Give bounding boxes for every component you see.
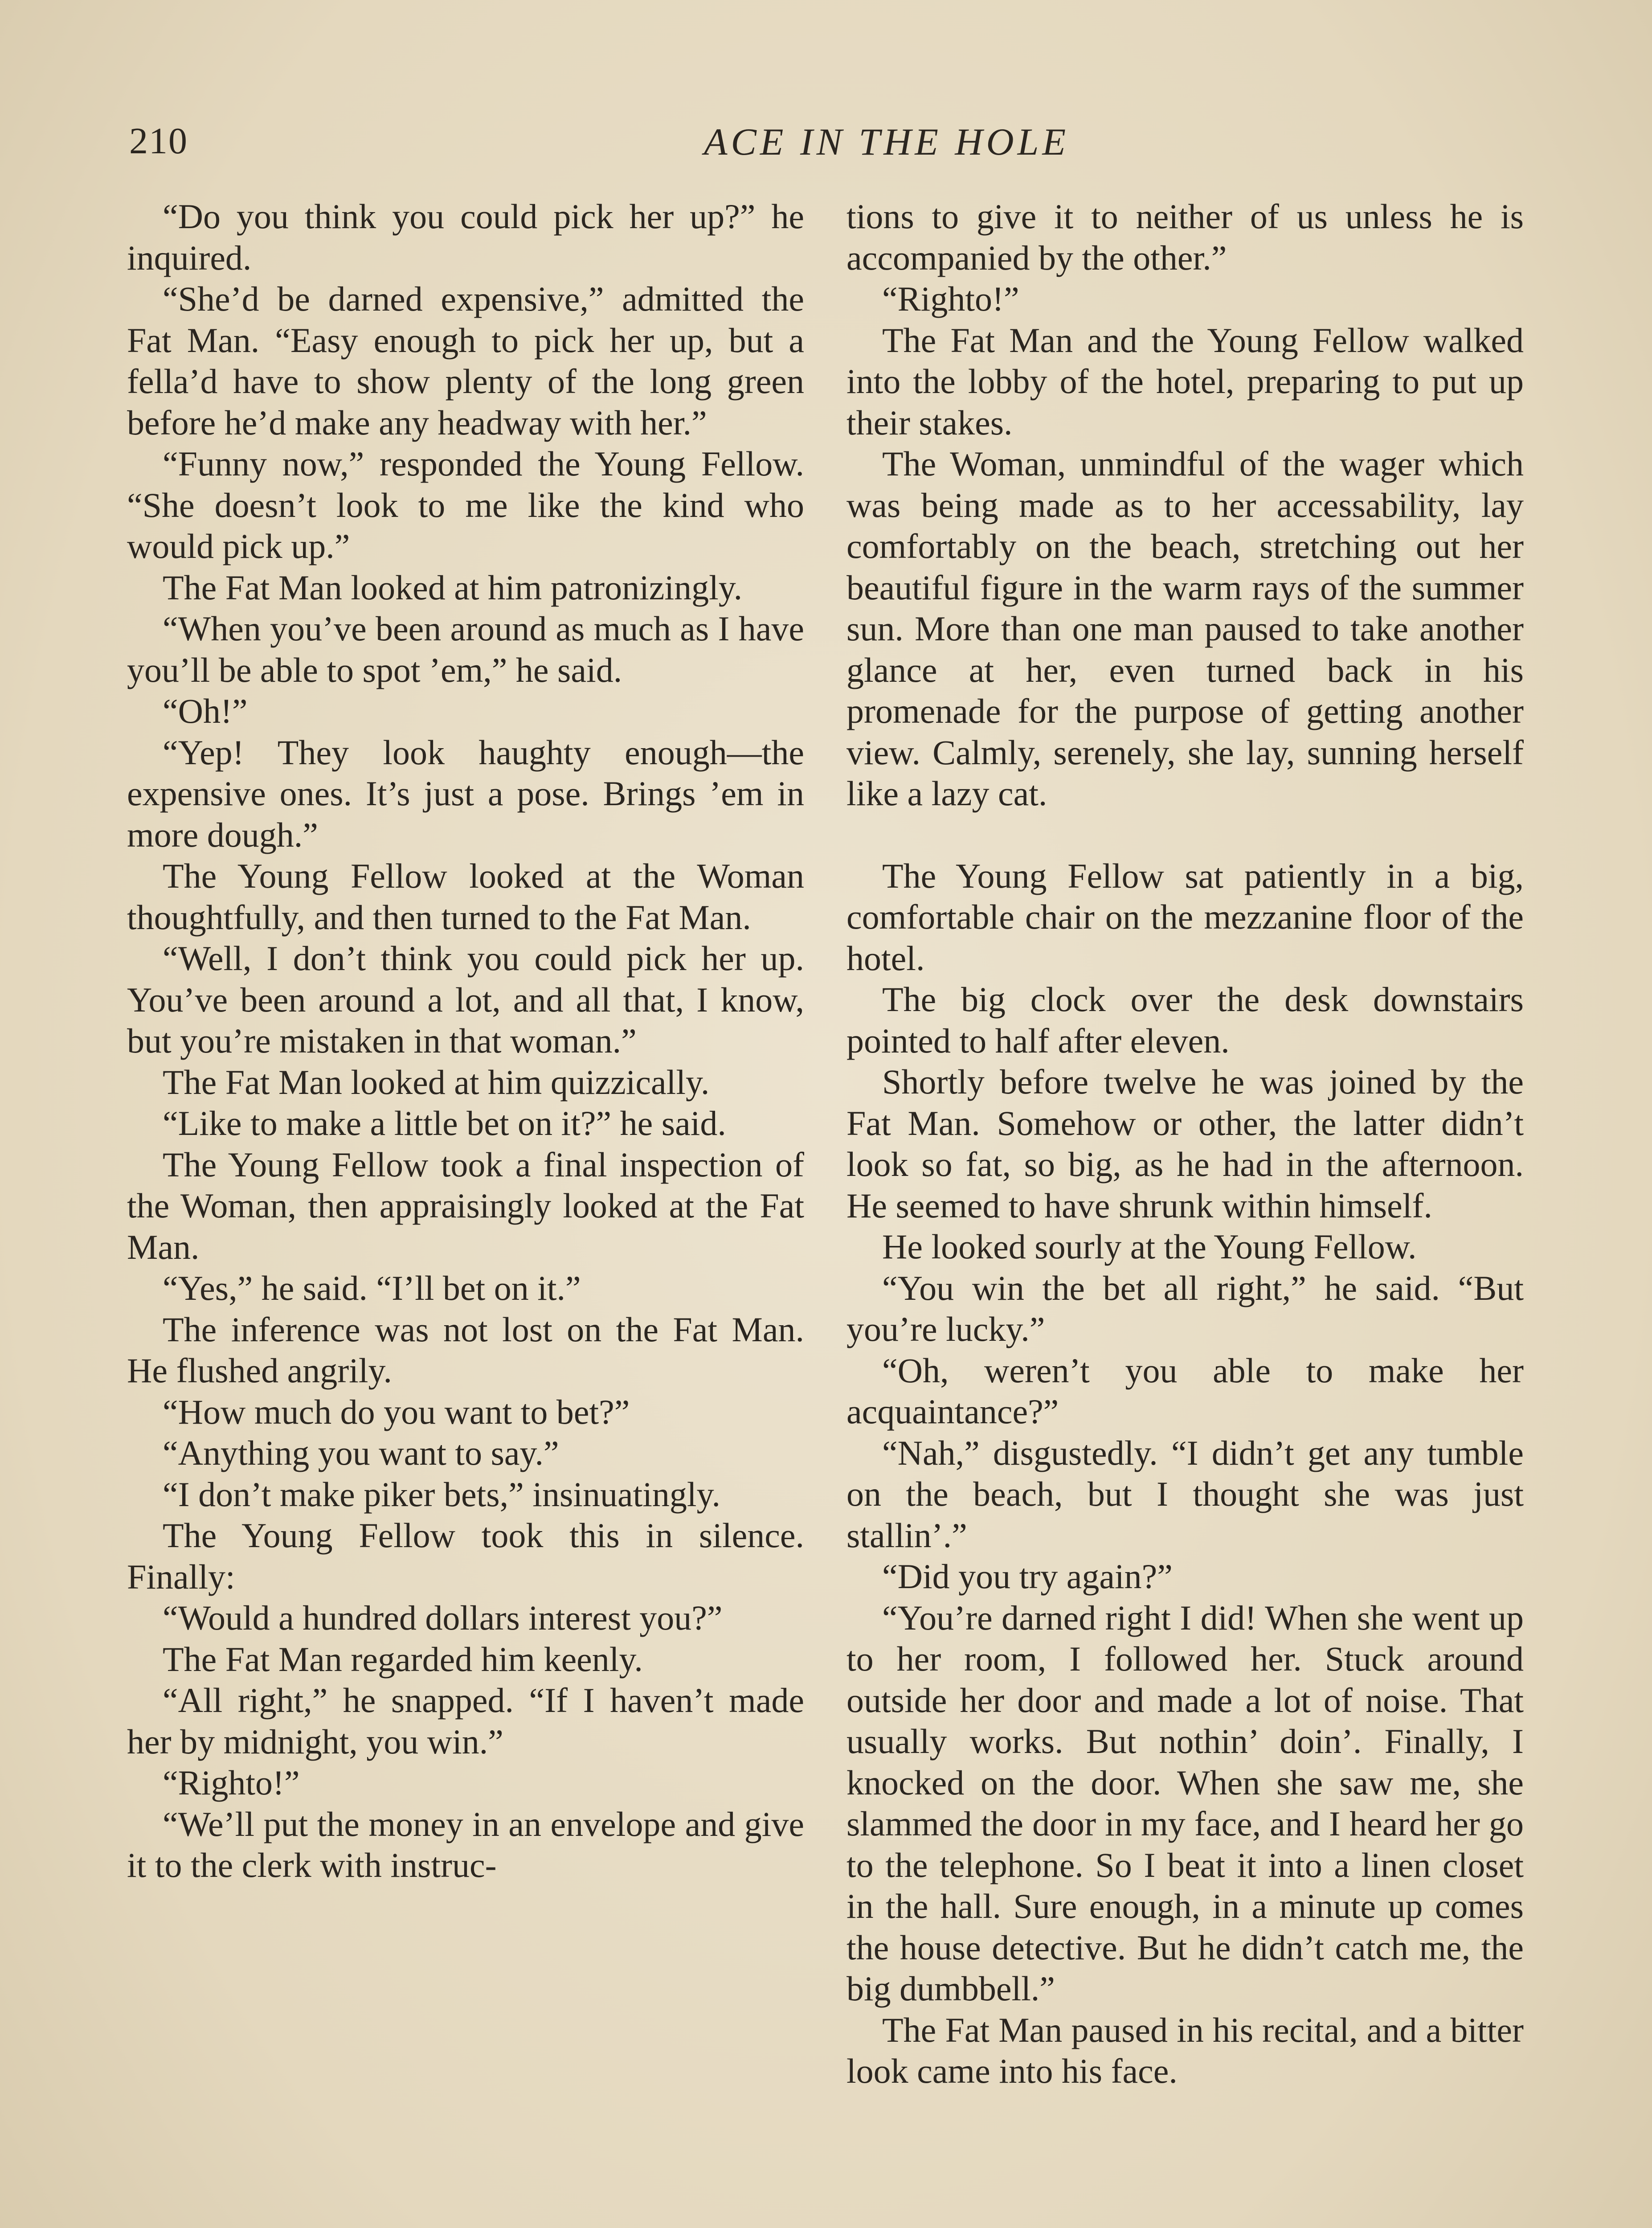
paragraph: “Yes,” he said. “I’ll bet on it.” (163, 1269, 581, 1307)
right-column (846, 196, 1524, 2092)
paragraph: “Righto!” (163, 1763, 300, 1802)
section-break (846, 815, 1524, 856)
paragraph: Shortly before twelve he was joined by the Fat Man. Somehow or other, the latter didn’t look so fat, so big, as he had in the afternoon. He seemed to have shrunk within himself. (846, 1062, 1524, 1225)
paragraph: “Oh!” (163, 692, 248, 730)
paragraph: The inference was not lost on the Fat Man. He flushed angrily. (127, 1310, 804, 1390)
paragraph: “You win the bet all right,” he said. “But you’re lucky.” (846, 1268, 1524, 1348)
paragraph: “Oh, weren’t you able to make her acquaintance?” (846, 1351, 1524, 1431)
paragraph: The Fat Man looked at him patronizingly. (163, 568, 743, 607)
running-title: ACE IN THE HOLE (704, 120, 1069, 163)
paragraph: “Do you think you could pick her up?” he inquired. (127, 197, 804, 277)
paragraph: “When you’ve been around as much as I have you’ll be able to spot ’em,” he said. (127, 609, 804, 689)
paragraph: “Funny now,” responded the Young Fellow. “She doesn’t look to me like the kind who would pick up.” (127, 444, 804, 565)
paragraph: “I don’t make piker bets,” insinuatingly. (163, 1474, 721, 1514)
paragraph: The Fat Man and the Young Fellow walked into the lobby of the hotel, preparing to put up their stakes. (846, 320, 1524, 442)
paragraph: The Woman, unmindful of the wager which was being made as to her accessability, lay comfortably on the beach, stretching out her beautiful figure in the warm rays of the summer sun. More than one man paused to take another glance at her, even turned back in his promenade for the purpose of getting another view. Calmly, serenely, she lay, sunning herself like a lazy cat. (846, 444, 1524, 813)
paragraph: The Fat Man looked at him quizzically. (163, 1062, 710, 1102)
paragraph: The Fat Man regarded him keenly. (163, 1639, 643, 1679)
left-column (127, 196, 804, 1886)
paragraph: “Yep! They look haughty enough—the expensive ones. It’s just a pose. Brings ’em in more dough.” (127, 733, 804, 854)
paragraph: “Did you try again?” (882, 1557, 1173, 1596)
paragraph-continuation: tions to give it to neither of us unless he is accompanied by the other.” (846, 197, 1524, 277)
paragraph: “Nah,” disgustedly. “I didn’t get any tumble on the beach, but I thought she was just stallin’.” (846, 1433, 1524, 1555)
paragraph: The Fat Man paused in his recital, and a bitter look came into his face. (846, 2010, 1524, 2090)
paragraph: “How much do you want to bet?” (163, 1392, 630, 1431)
paragraph: “You’re darned right I did! When she went up to her room, I followed her. Stuck around outside her door and made a lot of noise. That usually works. But nothin’ doin’. Finally, I knocked on the door. When she saw me, she slammed the door in my face, and I heard her go to the telephone. So I beat it into a linen closet in the hall. Sure enough, in a minute up comes the house detective. But he didn’t catch me, the big dumbbell.” (846, 1598, 1524, 2008)
page-header (129, 119, 1524, 168)
paragraph: “We’ll put the money in an envelope and give it to the clerk with instruc- (127, 1804, 804, 1884)
paragraph: “Like to make a little bet on it?” he said. (163, 1104, 726, 1143)
paragraph: The Young Fellow looked at the Woman thoughtfully, and then turned to the Fat Man. (127, 856, 804, 937)
paragraph: “All right,” he snapped. “If I haven’t made her by midnight, you win.” (127, 1681, 804, 1761)
paragraph: The Young Fellow took a final inspection of the Woman, then appraisingly looked at the Fat Man. (127, 1145, 804, 1266)
paragraph: The big clock over the desk downstairs pointed to half after eleven. (846, 980, 1524, 1060)
paragraph: “She’d be darned expensive,” admitted the Fat Man. “Easy enough to pick her up, but a fella’d have to show plenty of the long green before he’d make any headway with her.” (127, 279, 804, 442)
page-number: 210 (129, 120, 188, 162)
paragraph: The Young Fellow took this in silence. Finally: (127, 1516, 804, 1596)
paragraph: “Righto!” (882, 279, 1019, 318)
paragraph: “Well, I don’t think you could pick her up. You’ve been around a lot, and all that, I know, but you’re mistaken in that woman.” (127, 939, 804, 1060)
paragraph: He looked sourly at the Young Fellow. (882, 1227, 1417, 1266)
paragraph: The Young Fellow sat patiently in a big, comfortable chair on the mezzanine floor of the hotel. (846, 856, 1524, 978)
paragraph: “Would a hundred dollars interest you?” (163, 1598, 723, 1637)
paragraph: “Anything you want to say.” (163, 1433, 559, 1472)
